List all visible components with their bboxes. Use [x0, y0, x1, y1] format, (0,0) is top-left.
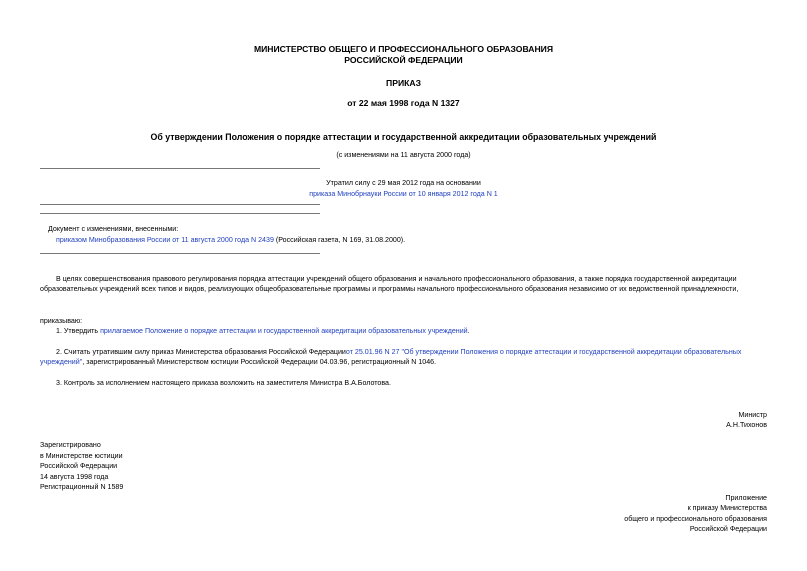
- item-2-suffix: , зарегистрированный Министерством юстиции Российской Федерации 04.03.96, регистрационный N 1046.: [82, 358, 437, 366]
- registration-line-2: в Министерстве юстиции: [40, 452, 123, 460]
- repealed-text: Утратил силу с 29 мая 2012 года на основании: [326, 179, 481, 187]
- ministry-line-2: РОССИЙСКОЙ ФЕДЕРАЦИИ: [344, 55, 463, 65]
- item-1-suffix: .: [467, 327, 470, 335]
- appendix-line-4: Российской Федерации: [689, 525, 767, 533]
- item-1: [56, 327, 470, 335]
- order-word: приказываю:: [40, 317, 83, 325]
- changes-source: (Российская газета, N 169, 31.08.2000).: [273, 236, 406, 244]
- item-2-link-cont[interactable]: учреждений": [40, 358, 83, 366]
- doc-type: ПРИКАЗ: [386, 78, 421, 88]
- appendix-line-2: к приказу Министерства: [687, 504, 767, 512]
- appendix-line-3: общего и профессионального образования: [624, 515, 767, 523]
- repealed-link[interactable]: приказа Минобрнауки России от 10 января 2012 года N 1: [309, 190, 498, 198]
- item-2-prefix: 2. Считать утратившим силу приказ Министерства образования Российской Федерации: [56, 348, 346, 356]
- signature-name: А.Н.Тихонов: [726, 421, 767, 429]
- doc-title: Об утверждении Положения о порядке аттестации и государственной аккредитации образовательных учреждений: [150, 132, 657, 142]
- registration-line-3: Российской Федерации: [40, 462, 118, 470]
- amendment-note: (с изменениями на 11 августа 2000 года): [336, 151, 471, 159]
- signature-position: Министр: [738, 411, 767, 419]
- divider: [40, 213, 320, 214]
- divider: [40, 204, 320, 205]
- ministry-line-1: МИНИСТЕРСТВО ОБЩЕГО И ПРОФЕССИОНАЛЬНОГО ОБРАЗОВАНИЯ: [253, 44, 554, 54]
- registration-line-5: Регистрационный N 1589: [40, 483, 124, 491]
- registration-line-4: 14 августа 1998 года: [40, 473, 109, 481]
- item-2-link[interactable]: от 25.01.96 N 27 "Об утверждении Положения о порядке аттестации и государственной аккредитации образовательных: [345, 348, 742, 356]
- item-3: 3. Контроль за исполнением настоящего приказа возложить на заместителя Министра В.А.Болотова.: [56, 379, 391, 387]
- divider: [40, 253, 320, 254]
- preamble-line-1: В целях совершенствования правового регулирования порядка аттестации учреждений общего образования и начального профессионального образования, а также порядка государственной аккредитации: [56, 275, 737, 283]
- appendix-line-1: Приложение: [725, 494, 767, 502]
- item-2-line-2: [40, 358, 436, 366]
- changes-intro: Документ с изменениями, внесенными:: [48, 225, 179, 233]
- item-1-link[interactable]: прилагаемое Положение о порядке аттестации и государственной аккредитации образовательных учреждений: [100, 327, 468, 335]
- divider: [40, 168, 320, 169]
- preamble-line-2: образовательных учреждений всех типов и видов, реализующих общеобразовательные программы и программы начального профессионального образования независимо от их ведомственной принадлежности,: [40, 285, 739, 293]
- changes-link[interactable]: приказом Минобразования России от 11 августа 2000 года N 2439: [56, 236, 274, 244]
- doc-date: от 22 мая 1998 года N 1327: [347, 98, 460, 108]
- changes-line: [56, 236, 405, 244]
- item-1-prefix: 1. Утвердить: [56, 327, 101, 335]
- registration-line-1: Зарегистрировано: [40, 441, 101, 449]
- item-2-line-1: [56, 348, 741, 356]
